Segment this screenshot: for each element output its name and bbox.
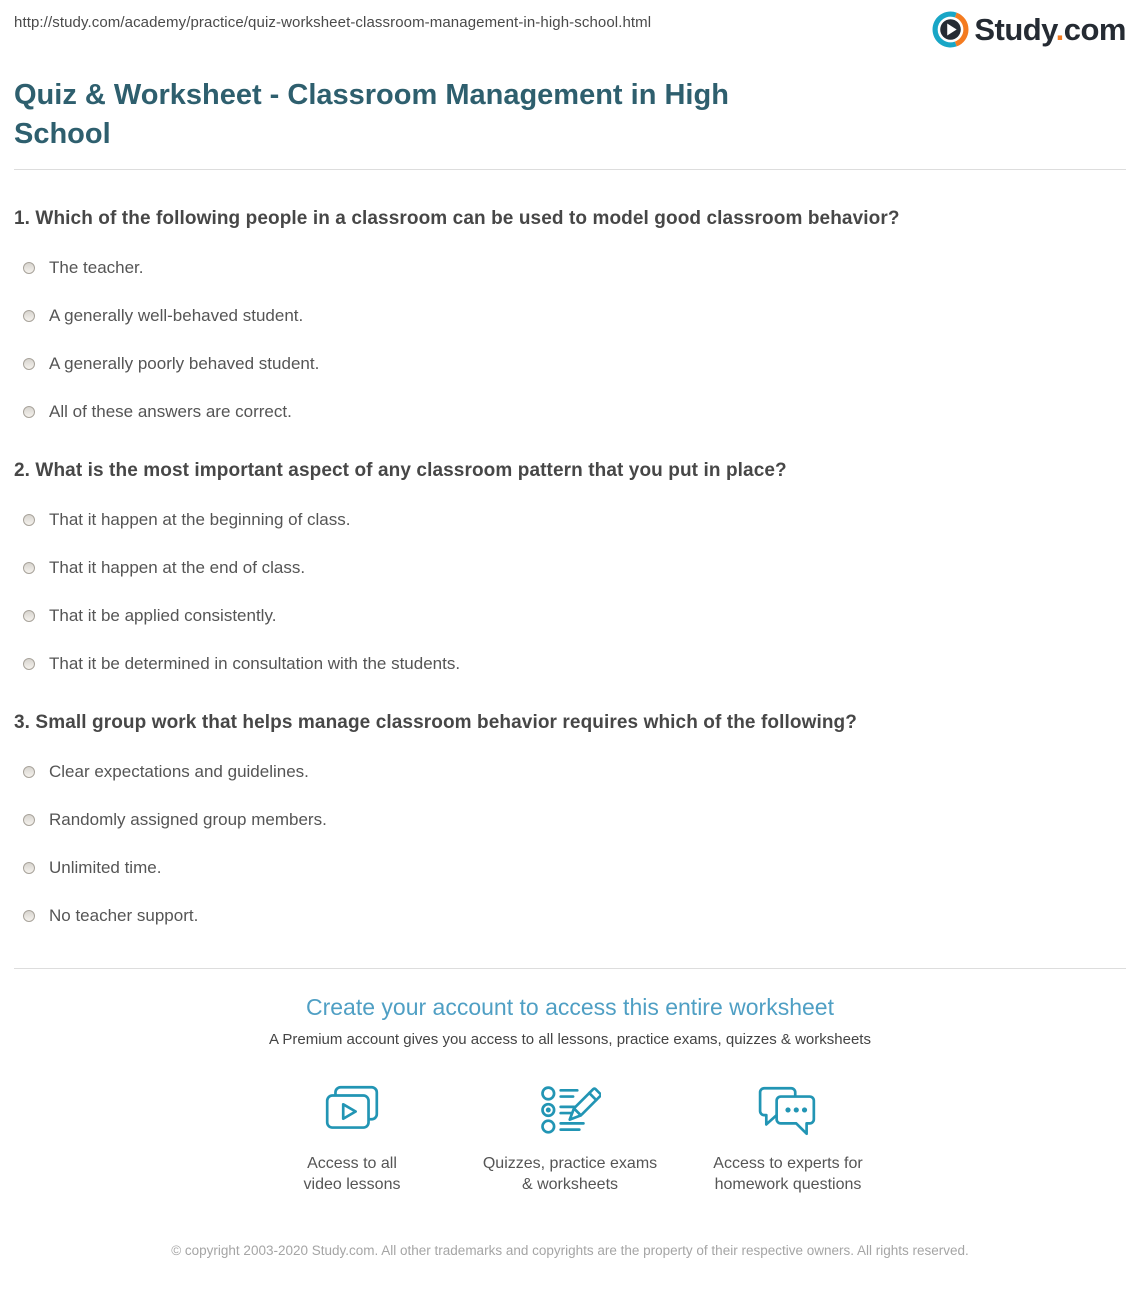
quiz-pencil-icon xyxy=(461,1082,679,1140)
feature-homework-experts xyxy=(679,1082,897,1195)
quiz-section xyxy=(14,208,1126,968)
radio-button[interactable] xyxy=(23,814,35,826)
answer-label[interactable]: That it happen at the end of class. xyxy=(49,558,306,578)
play-circle-icon xyxy=(932,11,969,48)
radio-button[interactable] xyxy=(23,514,35,526)
video-lessons-icon xyxy=(243,1082,461,1140)
question-1-text: 1. Which of the following people in a classroom can be used to model good classroom behavior? xyxy=(14,208,900,230)
premium-subtext: A Premium account gives you access to all lessons, practice exams, quizzes & worksheets xyxy=(269,1031,871,1049)
question-2 xyxy=(14,460,1126,674)
question-2-option-2[interactable] xyxy=(14,558,1126,578)
question-3 xyxy=(14,712,1126,926)
answer-label[interactable]: No teacher support. xyxy=(49,906,199,926)
page-url: http://study.com/academy/practice/quiz-worksheet-classroom-management-in-high-school.html xyxy=(14,14,652,31)
radio-button[interactable] xyxy=(23,658,35,670)
header xyxy=(14,0,1126,56)
feature-label: Quizzes, practice exams & worksheets xyxy=(482,1155,658,1194)
answer-label[interactable]: That it be determined in consultation with the students. xyxy=(49,654,461,674)
question-1-option-4[interactable] xyxy=(14,402,1126,422)
answer-label[interactable]: Randomly assigned group members. xyxy=(49,810,327,830)
footer xyxy=(14,1240,1126,1296)
radio-button[interactable] xyxy=(23,610,35,622)
question-2-option-3[interactable] xyxy=(14,606,1126,626)
feature-video-lessons xyxy=(243,1082,461,1195)
question-3-option-2[interactable] xyxy=(14,810,1126,830)
logo-tld: com xyxy=(1063,12,1126,47)
feature-quizzes-worksheets xyxy=(461,1082,679,1195)
create-account-link[interactable]: Create your account to access this entire worksheet xyxy=(306,994,834,1021)
radio-button[interactable] xyxy=(23,406,35,418)
cta-section xyxy=(14,994,1126,1195)
feature-label: Access to all video lessons xyxy=(303,1155,401,1194)
answer-label[interactable]: That it happen at the beginning of class. xyxy=(49,510,351,530)
answer-label[interactable]: All of these answers are correct. xyxy=(49,402,292,422)
title-divider xyxy=(14,169,1126,170)
radio-button[interactable] xyxy=(23,310,35,322)
radio-button[interactable] xyxy=(23,766,35,778)
radio-button[interactable] xyxy=(23,910,35,922)
copyright-text: © copyright 2003-2020 Study.com. All other trademarks and copyrights are the property of their respective owners. All rights reserved. xyxy=(171,1242,969,1258)
question-1-option-2[interactable] xyxy=(14,306,1126,326)
logo-dot: . xyxy=(1055,12,1064,47)
question-1-option-1[interactable] xyxy=(14,258,1126,278)
answer-label[interactable]: That it be applied consistently. xyxy=(49,606,277,626)
features-row xyxy=(14,1082,1126,1195)
page-title: Quiz & Worksheet - Classroom Management in High School xyxy=(14,79,729,151)
radio-button[interactable] xyxy=(23,358,35,370)
question-3-text: 3. Small group work that helps manage classroom behavior requires which of the following? xyxy=(14,712,857,734)
radio-button[interactable] xyxy=(23,562,35,574)
answer-label[interactable]: A generally well-behaved student. xyxy=(49,306,304,326)
cta-divider xyxy=(14,968,1126,969)
question-1 xyxy=(14,208,1126,422)
logo-brand: Study xyxy=(974,12,1056,47)
answer-label[interactable]: The teacher. xyxy=(49,258,144,278)
answer-label[interactable]: Unlimited time. xyxy=(49,858,162,878)
studycom-logo[interactable] xyxy=(932,11,1126,48)
question-3-option-4[interactable] xyxy=(14,906,1126,926)
question-2-text: 2. What is the most important aspect of any classroom pattern that you put in place? xyxy=(14,460,787,482)
question-3-option-3[interactable] xyxy=(14,858,1126,878)
radio-button[interactable] xyxy=(23,262,35,274)
answer-label[interactable]: Clear expectations and guidelines. xyxy=(49,762,309,782)
feature-label: Access to experts for homework questions xyxy=(713,1155,863,1194)
radio-button[interactable] xyxy=(23,862,35,874)
question-2-option-1[interactable] xyxy=(14,510,1126,530)
logo-text xyxy=(974,14,1126,45)
chat-bubbles-icon xyxy=(679,1082,897,1140)
answer-label[interactable]: A generally poorly behaved student. xyxy=(49,354,320,374)
question-3-option-1[interactable] xyxy=(14,762,1126,782)
question-2-option-4[interactable] xyxy=(14,654,1126,674)
question-1-option-3[interactable] xyxy=(14,354,1126,374)
